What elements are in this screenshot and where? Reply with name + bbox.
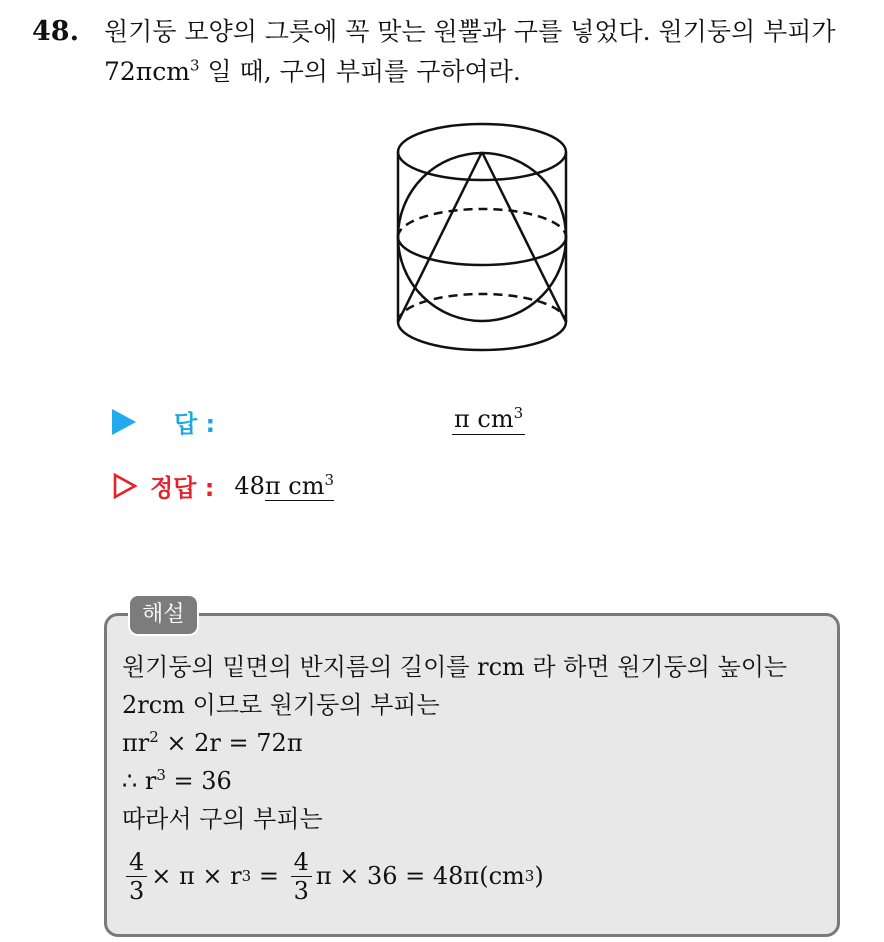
sphere-equator-back [398,209,566,237]
fraction-four-thirds-2 [291,848,312,905]
eq-close-paren: ) [534,862,544,890]
fraction-numerator: 4 [126,848,147,877]
answer-unit: π cm [454,405,514,433]
solution-line-4 [122,762,832,800]
eq-middle: × π × r [151,862,242,890]
outline-triangle-icon [112,472,138,500]
correct-answer-number: 48 [234,471,265,500]
answer-unit-exponent: 3 [513,404,524,422]
fraction-denominator: 3 [129,876,145,905]
problem-line-1: 원기둥 모양의 그릇에 꼭 맞는 원뿔과 구를 넣었다. 원기둥의 부피가 [104,17,836,46]
correct-answer-unit-text: π cm [264,471,325,500]
correct-answer-row [112,468,334,503]
eq-equals: = [251,862,287,890]
solution-line-1: 원기둥의 밑면의 반지름의 길이를 rcm 라 하면 원기둥의 높이는 [122,653,788,681]
answer-blank[interactable] [452,404,525,435]
problem-number: 48. [32,16,79,47]
correct-answer-value [234,472,334,500]
cylinder-bottom-front [398,322,566,350]
problem-line-2 [104,52,884,92]
eq-end: π × 36 = 48π(cm [315,862,525,890]
fraction-denominator: 3 [293,876,309,905]
correct-answer-exponent: 3 [324,470,335,489]
fraction-numerator: 4 [291,848,312,877]
correct-answer-unit [265,472,334,501]
solution-tag: 해설 [128,594,199,636]
solution-line-3 [122,724,832,762]
answer-label: 답 : [174,410,216,438]
play-triangle-icon [112,409,136,435]
sphere-equator-front [398,237,566,265]
eq4-right: = 36 [165,767,232,795]
answer-row [112,404,215,439]
volume-value: 72πcm [104,57,190,86]
solution-final-equation: $\frac{4}{3}$ × π × r 3 = $\frac{4}{3}$ π × 36 = 48π(cm 3 ) [122,838,832,914]
problem-line-2-rest: 일 때, 구의 부피를 구하여라. [199,57,521,86]
eq4-left: ∴ r [122,767,157,795]
problem-text [104,12,884,92]
eq3-left: πr [122,729,150,757]
sphere-outline [398,153,566,321]
cylinder-cone-sphere-figure [382,112,582,362]
fraction-four-thirds-1 [126,848,147,905]
eq3-right: × 2r = 72π [158,729,303,757]
solution-line-5: 따라서 구의 부피는 [122,805,323,833]
solution-text [122,648,832,914]
eq3-exponent: 2 [149,728,159,746]
eq4-exponent: 3 [156,766,166,784]
correct-answer-label: 정답 : [150,474,215,502]
solution-line-2: 2rcm 이므로 원기둥의 부피는 [122,691,440,719]
volume-exponent: 3 [189,56,200,75]
